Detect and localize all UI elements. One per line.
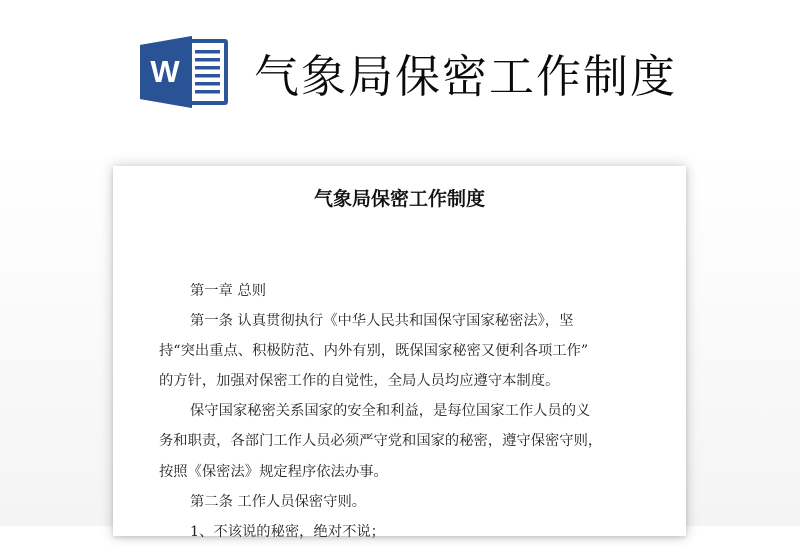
document-body [159, 276, 639, 547]
word-icon [140, 34, 232, 110]
document-page [113, 166, 686, 540]
paragraph-line: 的方针，加强对保密工作的自觉性，全局人员均应遵守本制度。 [159, 373, 560, 390]
document-title: 气象局保密工作制度 [313, 188, 485, 210]
paragraph-line: 务和职责，各部门工作人员必须严守党和国家的秘密，遵守保密守则， [159, 433, 603, 450]
paragraph-line: 按照《保密法》规定程序依法办事。 [159, 463, 388, 480]
paragraph-line: 持“突出重点、积极防范、内外有别，既保国家秘密又便利各项工作” [159, 343, 589, 360]
chapter-heading: 第一章 总则 [190, 283, 267, 299]
header-title: 气象局保密工作制度 [254, 50, 678, 103]
paragraph-line: 第一条 认真贯彻执行《中华人民共和国保守国家秘密法》，坚 [190, 313, 574, 330]
word-logo-letter: W [150, 54, 180, 89]
article-heading: 第二条 工作人员保密守则。 [190, 493, 367, 510]
paragraph-line: 保守国家秘密关系国家的安全和利益，是每位国家工作人员的义 [190, 403, 591, 420]
list-item: 1、不该说的秘密，绝对不说； [190, 523, 385, 540]
header-banner [0, 0, 800, 150]
